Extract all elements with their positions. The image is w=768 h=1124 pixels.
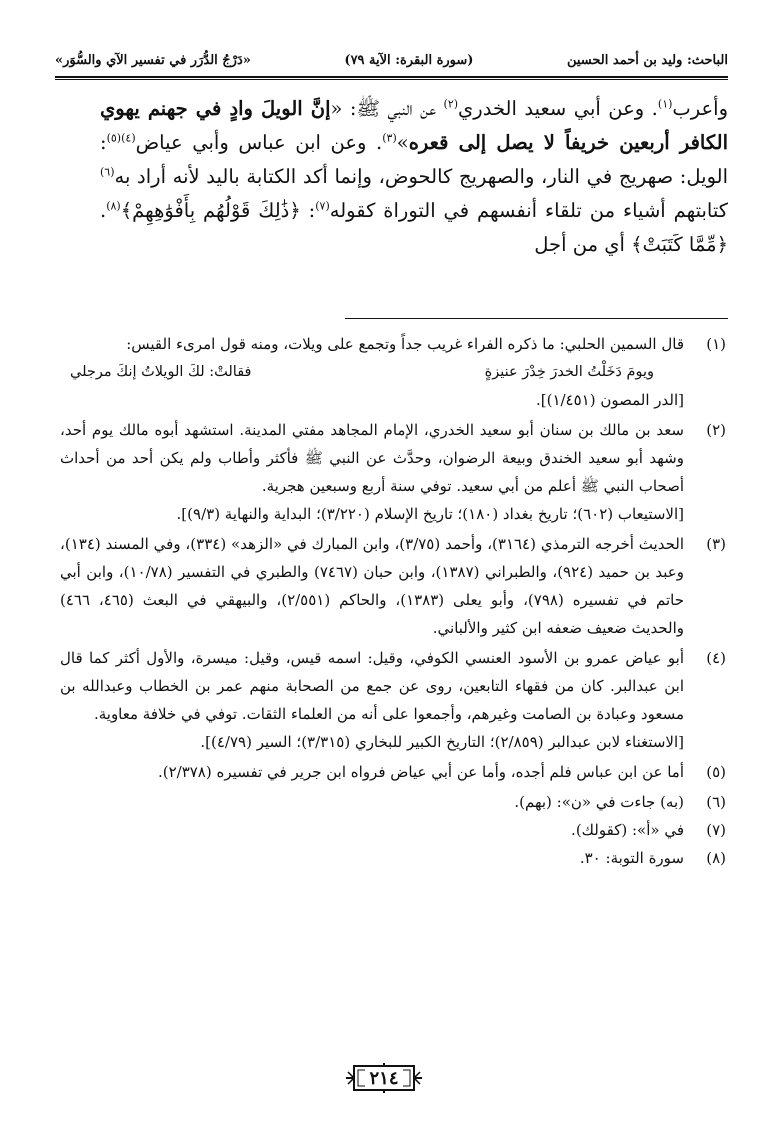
footnote-1: (١) قال السمين الحلبي: ما ذكره الفراء غريب جداً وتجمع على ويلات، ومنه قول امرىء القيس: ويومَ دَخَلْتُ الخدرَ خِدْرَ عنيزةٍ فقالتْ: لكَ الويلاتُ إنكَ مرجلي [الدر المصون (١/٤٥١)]. — [60, 330, 726, 414]
running-header — [55, 48, 728, 72]
header-rule-thin — [55, 79, 728, 80]
footnote-number: (٧) — [706, 821, 726, 839]
footnote-ref: (٦) — [100, 165, 115, 179]
quran-quote: : ﴿ذَٰلِكَ قَوْلُهُم بِأَفْوَٰهِهِمْ﴾ — [120, 199, 316, 222]
footnote-6: (٦) (به) جاءت في «ن»: (بهم). — [60, 788, 726, 816]
footnote-number: (٤) — [706, 649, 726, 667]
footnote-2: (٢) سعد بن مالك بن سنان أبو سعيد الخدري، الإمام المجاهد مفتي المدينة. استشهد أبوه مالك يوم أحد، وشهد أبو سعيد الخندق وبيعة الرضوان، وحدَّث عن النبي ﷺ فأكثر وأطاب ولم يكن أحد من أحداث أصحاب النبي ﷺ أعلم من أبي سعيد. توفي سنة أربع وسبعين هجرية. [الاستيعاب (٦٠٢)؛ تاريخ بغداد (١٨٠)؛ تاريخ الإسلام (٣/٢٢٠)؛ البداية والنهاية (٩/٣)]. — [60, 416, 726, 528]
footnote-7: (٧) في «أ»: (كقولك). — [60, 816, 726, 844]
footnote-4: (٤) أبو عياض عمرو بن الأسود العنسي الكوفي، وقيل: اسمه قيس، وقيل: ميسرة، والأول أكثر كما قال ابن عبدالبر. كان من فقهاء التابعين، روى عن جمع من الصحابة منهم عمر بن الخطاب وعبدالله بن مسعود وعبادة بن الصامت وغيرهم، وأجمعوا على أنه من العلماء الثقات. توفي في خلافة معاوية. [الاستغناء لابن عبدالبر (٢/٨٥٩)؛ التاريخ الكبير للبخاري (٣/٣١٥)؛ السير (٤/٧٩)]. — [60, 644, 726, 756]
header-rule — [55, 76, 728, 78]
main-paragraph: وأعرب$^{(١)}$. وعن أبي سعيد الخدري$^{(٢)}$ عن النبي ﷺ: «إنَّ الويلَ وادٍ في جهنم يهوي الكافر أربعين خريفاً لا يصل إلى قعره»$^{(٣)}$. وعن ابن عباس وأبي عياض$^{(٤)(٥)}$: الويل: صهريج في النار، والصهريج كالحوض، وإنما أكد الكتابة باليد لأنه أراد به$^{(٦)}$ كتابتهم أشياء من تلقاء أنفسهم في التوراة كقوله$^{(٧)}$: ﴿ذَٰلِكَ قَوْلُهُم بِأَفْوَٰهِهِمْ﴾$^{(٨)}$. ﴿مِّمَّا كَتَبَتْ﴾ أي من أجل — [100, 97, 728, 256]
footnote-number: (٢) — [706, 421, 726, 439]
footnote-ref: (٨) — [106, 199, 121, 213]
main-text — [100, 92, 728, 262]
footnote-ref: (٧) — [315, 199, 330, 213]
footnote-ref: (٢) — [443, 97, 459, 111]
footnote-ref: (١) — [657, 97, 673, 111]
footnote-number: (٦) — [706, 793, 726, 811]
footnote-5: (٥) أما عن ابن عباس فلم أجده، وأما عن أبي عياض فرواه ابن جرير في تفسيره (٢/٣٧٨). — [60, 758, 726, 786]
hadith-text: إنَّ الويلَ وادٍ في جهنم يهوي الكافر أربعين خريفاً لا يصل إلى قعره — [100, 97, 728, 154]
footnote-ref: (٥) — [106, 131, 122, 145]
page-number: ٢١٤ — [344, 1063, 424, 1093]
footnote-citation: [الدر المصون (١/٤٥١)]. — [535, 391, 684, 409]
footnote-citation: [الاستيعاب (٦٠٢)؛ تاريخ بغداد (١٨٠)؛ تاريخ الإسلام (٣/٢٢٠)؛ البداية والنهاية (٩/٣)]. — [176, 505, 684, 523]
header-book-title: «دَرْجُ الدُّرَر في تفسير الآي والسُّوَر» — [55, 52, 251, 68]
header-author: الباحث: وليد بن أحمد الحسين — [566, 52, 728, 68]
footnote-separator — [345, 318, 728, 319]
footnote-citation: [الاستغناء لابن عبدالبر (٢/٨٥٩)؛ التاريخ الكبير للبخاري (٣/٣١٥)؛ السير (٤/٧٩)]. — [200, 733, 684, 751]
footnote-8: (٨) سورة التوبة: ٣٠. — [60, 844, 726, 872]
verse-second-hemistich: فقالتْ: لكَ الويلاتُ إنكَ مرجلي — [70, 364, 252, 380]
footnote-number: (٥) — [706, 763, 726, 781]
footnote-ref: (٤) — [121, 131, 136, 145]
footnote-ref: (٣) — [382, 131, 397, 145]
verse-first-hemistich: ويومَ دَخَلْتُ الخدرَ خِدْرَ عنيزةٍ — [484, 364, 654, 380]
footnote-number: (١) — [706, 335, 726, 353]
footnote-number: (٣) — [706, 535, 726, 553]
header-surah-ref: (سورة البقرة: الآية ٧٩) — [344, 52, 474, 68]
footnotes — [60, 330, 726, 872]
footnote-number: (٨) — [706, 849, 726, 867]
footnote-3: (٣) الحديث أخرجه الترمذي (٣١٦٤)، وأحمد (٣/٧٥)، وابن المبارك في «الزهد» (٣٣٤)، وفي المسند (١٣٤)، وعبد بن حميد (٩٢٤)، والطبراني (١٣٨٧)، وابن حبان (٧٤٦٧) والطبري في التفسير (١٠/٧٨)، وابن أبي حاتم في تفسيره (٧٩٨)، وأبو يعلى (١٣٨٣)، والحاكم (٢/٥٥١)، والبيهقي في البعث (٤٦٥، ٤٦٦) والحديث ضعيف ضعفه ابن كثير والألباني. — [60, 530, 726, 642]
poetry-verse — [60, 358, 684, 386]
